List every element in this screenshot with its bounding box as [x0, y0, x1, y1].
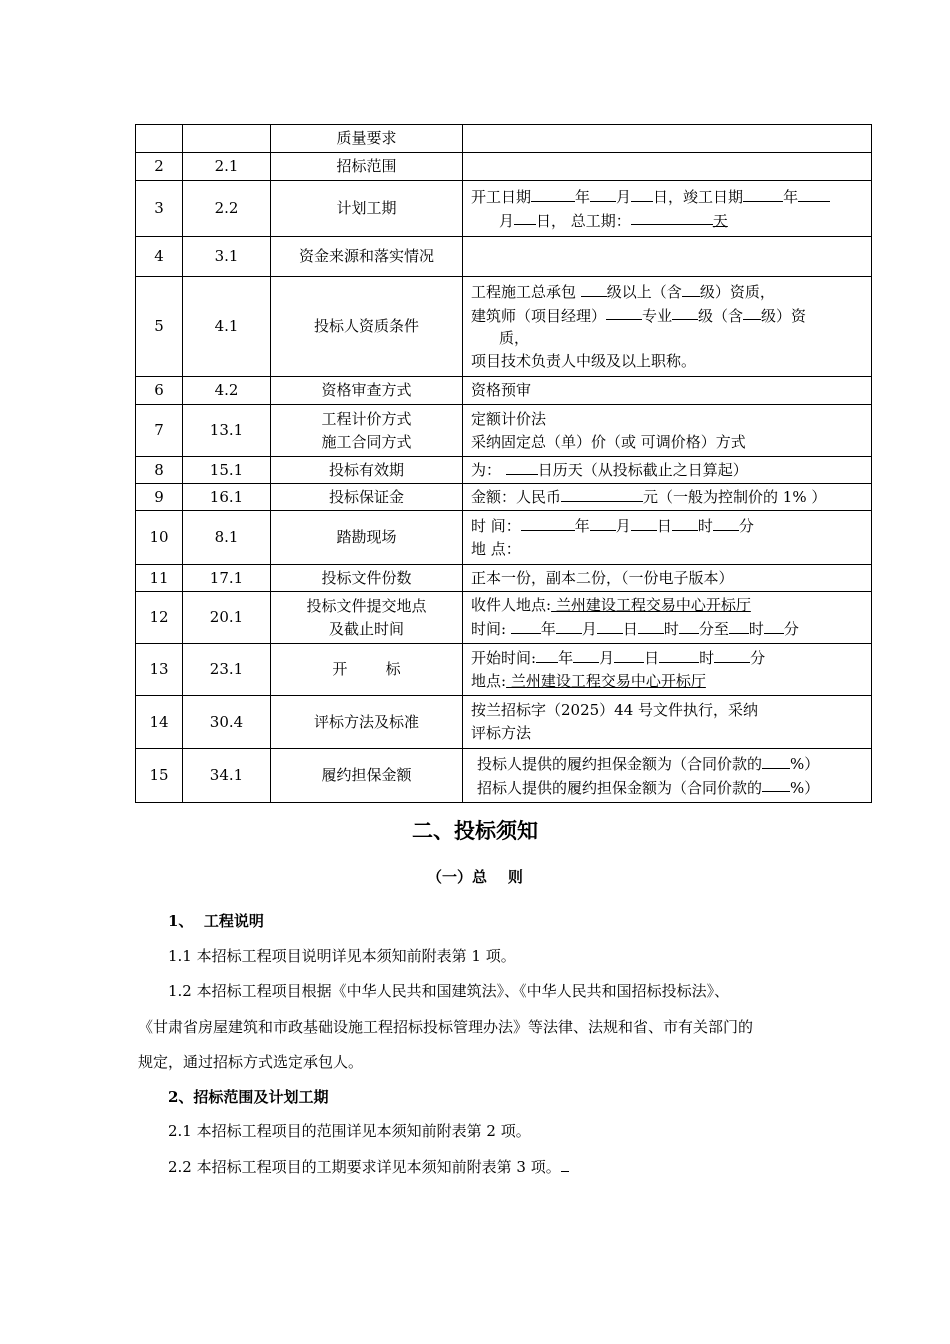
section-title: 二、投标须知 — [412, 818, 538, 843]
paragraph: 1.2 本招标工程项目根据《中华人民共和国建筑法》、《中华人民共和国招标投标法》、 — [168, 982, 730, 1000]
clause-number: 13.1 — [183, 405, 271, 457]
content-text: 收件人地点: — [471, 596, 552, 615]
content-text: %） — [790, 778, 820, 797]
table-row — [136, 511, 872, 565]
content-text: 分 — [783, 619, 799, 638]
item-content — [463, 592, 872, 644]
content-text: 日，竣工日期 — [653, 187, 744, 206]
content-text: 按兰招标字（2025）44 号文件执行，采纳 — [471, 701, 759, 719]
content-text: 项目技术负责人中级及以上职称。 — [471, 352, 697, 371]
item-name: 踏勘现场 — [271, 511, 463, 565]
clause-number: 17.1 — [183, 565, 271, 592]
paragraph: 规定，通过招标方式选定承包人。 — [138, 1053, 364, 1071]
content-text: 分 — [738, 516, 754, 535]
content-text: 级（含 — [698, 306, 744, 325]
clause-number: 3.1 — [183, 237, 271, 277]
content-text: 专业 — [642, 306, 673, 325]
content-text: 年 — [558, 648, 574, 667]
row-number: 8 — [136, 457, 183, 484]
row-number — [136, 125, 183, 153]
item-content — [463, 484, 872, 511]
item-name: 投标有效期 — [271, 457, 463, 484]
item-content — [463, 644, 872, 696]
row-number: 12 — [136, 592, 183, 644]
table-row — [136, 153, 872, 181]
content-text: 招标人提供的履约担保金额为（合同价款的 — [477, 778, 763, 797]
content-text: 地 点： — [471, 539, 521, 558]
table-row — [136, 277, 872, 377]
row-number: 14 — [136, 696, 183, 749]
table-row — [136, 125, 872, 153]
clause-number: 2.2 — [183, 181, 271, 237]
content-text: 时 间： — [471, 516, 521, 535]
content-text: 时 — [699, 648, 715, 667]
content-text: 开工日期 — [471, 187, 532, 206]
clause-number: 4.1 — [183, 277, 271, 377]
content-text: 开始时间: — [471, 648, 537, 667]
item-name: 质量要求 — [271, 125, 463, 153]
row-number: 9 — [136, 484, 183, 511]
content-text: 级）资 — [761, 306, 807, 325]
row-number: 4 — [136, 237, 183, 277]
subsection-title: （一）总 则 — [427, 868, 523, 886]
item-name: 履约担保金额 — [271, 749, 463, 803]
clause-number: 15.1 — [183, 457, 271, 484]
item-content — [463, 237, 872, 277]
content-text: 级以上（含 — [606, 282, 682, 301]
table-row — [136, 592, 872, 644]
content-text: 年 — [575, 187, 591, 206]
content-text: 月 — [581, 619, 597, 638]
table-row — [136, 457, 872, 484]
item-name: 资金来源和落实情况 — [271, 237, 463, 277]
row-number: 3 — [136, 181, 183, 237]
item-name-line: 工程计价方式 — [321, 409, 412, 428]
content-text: 月 — [615, 516, 631, 535]
content-text: 兰州建设工程交易中心开标厅 — [551, 596, 751, 615]
content-text: 月 — [499, 211, 515, 230]
content-text: 分 — [750, 648, 766, 667]
content-text: 时 — [748, 619, 764, 638]
paragraph-text: 2.2 本招标工程项目的工期要求详见本须知前附表第 3 项。 — [168, 1157, 561, 1176]
item-content — [463, 749, 872, 803]
content-text: 日， 总工期： — [536, 211, 631, 230]
paragraph: 2.1 本招标工程项目的范围详见本须知前附表第 2 项。 — [168, 1122, 531, 1140]
paragraph — [168, 1155, 868, 1177]
content-text: 建筑师（项目经理） — [471, 306, 607, 325]
heading-project-description: 1、 工程说明 — [168, 912, 264, 930]
row-number: 2 — [136, 153, 183, 181]
item-name — [271, 592, 463, 644]
clause-number: 20.1 — [183, 592, 271, 644]
clause-number: 2.1 — [183, 153, 271, 181]
table-row — [136, 377, 872, 405]
clause-number: 23.1 — [183, 644, 271, 696]
heading-scope-and-schedule: 2、招标范围及计划工期 — [168, 1088, 329, 1106]
content-text: 日 — [644, 648, 660, 667]
clause-number: 34.1 — [183, 749, 271, 803]
item-name: 资格审查方式 — [271, 377, 463, 405]
content-text: 金额：人民币 — [471, 487, 562, 506]
row-number: 15 — [136, 749, 183, 803]
content-text: 为： — [471, 460, 502, 479]
content-text: 时间: — [471, 619, 511, 638]
paragraph: 1.1 本招标工程项目说明详见本须知前附表第 1 项。 — [168, 947, 516, 965]
row-number: 10 — [136, 511, 183, 565]
item-name: 开 标 — [271, 644, 463, 696]
item-name: 评标方法及标准 — [271, 696, 463, 749]
item-content — [463, 153, 872, 181]
content-text: 年 — [540, 619, 556, 638]
content-text: 工程施工总承包 — [471, 282, 577, 301]
item-name: 计划工期 — [271, 181, 463, 237]
clause-number — [183, 125, 271, 153]
item-name-line: 施工合同方式 — [321, 432, 412, 451]
content-text: 地点: — [471, 671, 507, 690]
table-row — [136, 405, 872, 457]
clause-number: 4.2 — [183, 377, 271, 405]
item-name — [271, 405, 463, 457]
content-text: 级）资质， — [699, 282, 775, 301]
clause-number: 8.1 — [183, 511, 271, 565]
item-content — [463, 696, 872, 749]
content-text: 日 — [656, 516, 672, 535]
content-text: %） — [790, 754, 820, 773]
row-number: 5 — [136, 277, 183, 377]
item-name: 投标保证金 — [271, 484, 463, 511]
clause-number: 30.4 — [183, 696, 271, 749]
item-content — [463, 125, 872, 153]
item-content — [463, 511, 872, 565]
content-text: 年 — [783, 187, 799, 206]
content-text: 元（一般为控制价的 1% ） — [643, 487, 827, 506]
item-name: 投标人资质条件 — [271, 277, 463, 377]
row-number: 7 — [136, 405, 183, 457]
content-text: 年 — [574, 516, 590, 535]
clause-number: 16.1 — [183, 484, 271, 511]
content-text: 分至 — [698, 619, 729, 638]
content-text: 兰州建设工程交易中心开标厅 — [506, 671, 706, 690]
item-content — [463, 405, 872, 457]
content-text: 时 — [697, 516, 713, 535]
content-text: 投标人提供的履约担保金额为（合同价款的 — [477, 754, 763, 773]
content-text: 日 — [622, 619, 638, 638]
row-number: 13 — [136, 644, 183, 696]
row-number: 11 — [136, 565, 183, 592]
tender-front-table — [135, 124, 872, 803]
content-text: 月 — [599, 648, 615, 667]
item-name: 招标范围 — [271, 153, 463, 181]
content-text: 质， — [499, 329, 530, 348]
item-name: 投标文件份数 — [271, 565, 463, 592]
item-name-line: 投标文件提交地点 — [306, 596, 427, 615]
table-row — [136, 644, 872, 696]
table-row — [136, 484, 872, 511]
content-text: 时 — [663, 619, 679, 638]
table-row — [136, 181, 872, 237]
item-content: 资格预审 — [463, 377, 872, 405]
table-row — [136, 696, 872, 749]
content-text: 月 — [616, 187, 632, 206]
table-row — [136, 237, 872, 277]
row-number: 6 — [136, 377, 183, 405]
item-content — [463, 181, 872, 237]
content-text: 评标方法 — [471, 724, 532, 742]
item-content — [463, 277, 872, 377]
content-text: 定额计价法 — [471, 409, 547, 428]
content-text: 采纳固定总（单）价（或 可调价格）方式 — [471, 432, 746, 451]
table-row — [136, 565, 872, 592]
item-content: 正本一份，副本二份，（一份电子版本） — [463, 565, 872, 592]
content-text: 日历天（从投标截止之日算起） — [537, 460, 748, 479]
content-text: 天 — [712, 211, 728, 230]
item-content — [463, 457, 872, 484]
table-row — [136, 749, 872, 803]
item-name-line: 及截止时间 — [328, 619, 404, 638]
paragraph: 《甘肃省房屋建筑和市政基础设施工程招标投标管理办法》等法律、法规和省、市有关部门的 — [138, 1018, 754, 1036]
